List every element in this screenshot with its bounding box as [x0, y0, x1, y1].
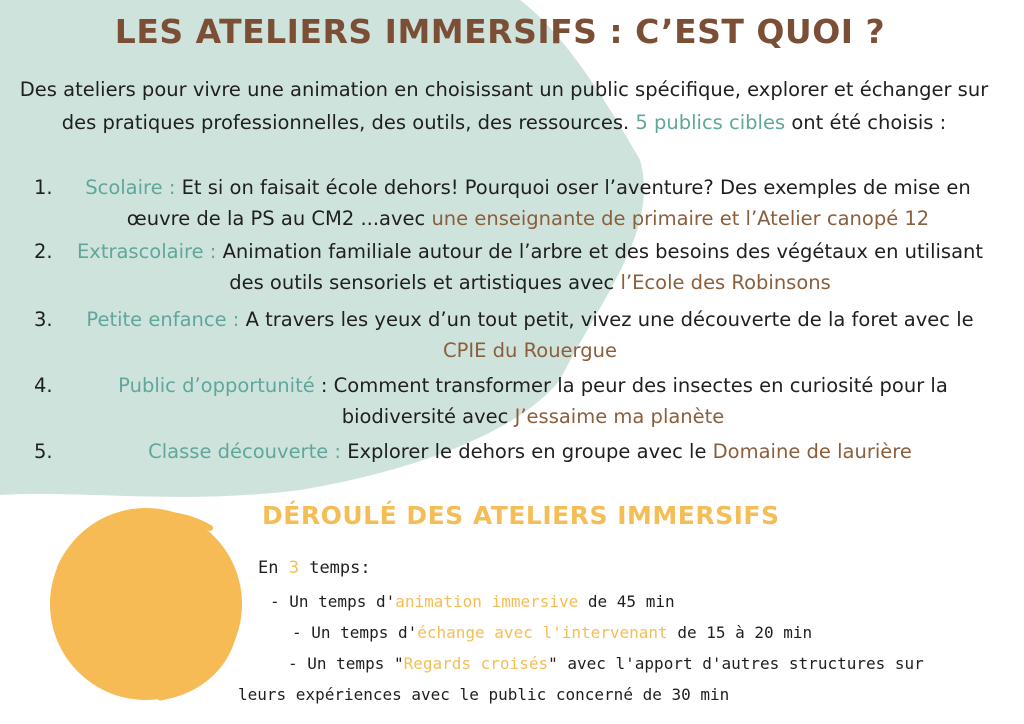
- item-label: Public d’opportunité: [118, 374, 315, 397]
- item-number: 4.: [34, 374, 53, 397]
- step-highlight: animation immersive: [395, 592, 579, 611]
- deroule-intro-2: temps:: [298, 558, 371, 578]
- deroule-intro-number: 3: [288, 558, 299, 578]
- sun-illustration: [40, 498, 252, 706]
- step-highlight: échange avec l'intervenant: [417, 623, 668, 642]
- list-item: [58, 172, 998, 234]
- item-partner: J’essaime ma planète: [514, 405, 725, 428]
- step-prefix: - Un temps d': [270, 592, 396, 611]
- step-suffix: de 45 min: [578, 592, 675, 611]
- item-text: Animation familiale autour de l’arbre et des besoins des végétaux en utilisant des outils sensoriels et artistiques avec: [216, 240, 984, 294]
- step-highlight: Regards croisés: [403, 654, 549, 673]
- section-title: DÉROULÉ DES ATELIERS IMMERSIFS: [262, 501, 780, 530]
- item-partner: une enseignante de primaire et l’Atelier canopé 12: [431, 207, 930, 230]
- intro-highlight: 5 publics cibles: [635, 111, 786, 134]
- list-item: [70, 304, 990, 366]
- item-partner: l’Ecole des Robinsons: [620, 271, 831, 294]
- item-label: Extrascolaire :: [76, 240, 217, 263]
- deroule-step: [270, 592, 675, 611]
- item-text: Explorer le dehors en groupe avec le: [341, 440, 713, 463]
- item-label: Petite enfance :: [86, 308, 240, 331]
- deroule-step: [292, 623, 812, 642]
- list-item: [70, 236, 990, 298]
- item-label: Classe découverte :: [148, 440, 341, 463]
- deroule-step: [288, 654, 924, 673]
- item-text: A travers les yeux d’un tout petit, vivez une découverte de la foret avec le: [239, 308, 974, 331]
- item-number: 2.: [34, 240, 53, 263]
- step-suffix: " avec l'apport d'autres structures sur: [548, 654, 924, 673]
- intro-text-2: ont été choisis :: [785, 111, 947, 134]
- list-item: [58, 370, 1008, 432]
- item-label: Scolaire :: [85, 176, 176, 199]
- item-number: 5.: [34, 440, 53, 463]
- step-prefix: - Un temps d': [292, 623, 418, 642]
- item-text: : Comment transformer la peur des insectes en curiosité pour la biodiversité avec: [314, 374, 948, 428]
- step-suffix: de 15 à 20 min: [667, 623, 813, 642]
- item-number: 1.: [34, 176, 53, 199]
- list-item: [70, 436, 990, 467]
- deroule-intro-1: En: [258, 558, 289, 578]
- deroule-intro: [258, 558, 371, 578]
- item-partner: CPIE du Rouergue: [443, 339, 617, 362]
- item-partner: Domaine de laurière: [712, 440, 912, 463]
- item-number: 3.: [34, 308, 53, 331]
- intro-paragraph: [14, 73, 994, 139]
- item-text: Et si on faisait école dehors! Pourquoi oser l’aventure? Des exemples de mise en œuvre de la PS au CM2 ...avec: [126, 176, 971, 230]
- intro-text-1: Des ateliers pour vivre une animation en choisissant un public spécifique, explorer et échanger sur des pratiques professionnelles, des outils, des ressources.: [19, 78, 989, 134]
- deroule-last-line: leurs expériences avec le public concerné de 30 min: [238, 685, 730, 704]
- page-title: LES ATELIERS IMMERSIFS : C’EST QUOI ?: [114, 12, 886, 51]
- step-prefix: - Un temps ": [288, 654, 404, 673]
